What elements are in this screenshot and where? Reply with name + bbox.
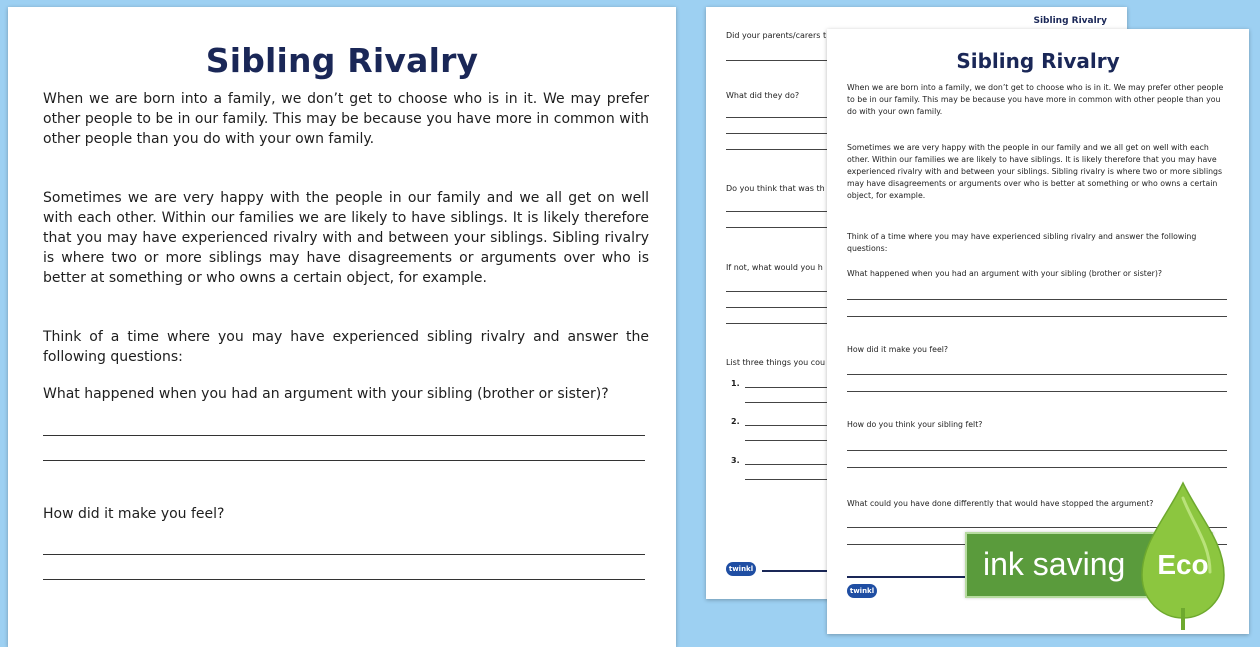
page-header: Sibling Rivalry <box>1033 16 1107 26</box>
question-sibling-felt: How do you think your sibling felt? <box>847 420 983 429</box>
twinkl-logo: twinkl <box>847 584 877 598</box>
question-feel: How did it make you feel? <box>43 506 225 522</box>
answer-line <box>43 435 645 436</box>
answer-line <box>847 450 1227 451</box>
twinkl-logo: twinkl <box>726 562 756 576</box>
ink-saving-label: ink saving <box>983 546 1126 582</box>
question-list-three: List three things you cou <box>726 358 826 367</box>
question-feel: How did it make you feel? <box>847 345 949 354</box>
list-number: 3. <box>731 456 740 465</box>
question-parents: Did your parents/carers t <box>726 31 827 40</box>
answer-line <box>847 467 1227 468</box>
footer-bar <box>762 570 832 572</box>
rivalry-paragraph: Sometimes we are very happy with the people in our family and we all get on well with each other. Within our families we are likely to have siblings. It is likely therefore that you may have experienced rivalry with and between your siblings. Sibling rivalry is where two or more siblings may have disagreements or arguments over who is better at something or who owns a certain object, for example. <box>43 190 649 286</box>
answer-line <box>847 299 1227 300</box>
page-title: Sibling Rivalry <box>956 49 1120 73</box>
instruction-paragraph: Think of a time where you may have experienced sibling rivalry and answer the following questions: <box>43 329 649 365</box>
question-differently: What could you have done differently that would have stopped the argument? <box>847 499 1154 508</box>
answer-line <box>43 579 645 580</box>
list-number: 2. <box>731 417 740 426</box>
eco-label: Eco <box>1157 549 1209 580</box>
instruction-paragraph: Think of a time where you may have experienced sibling rivalry and answer the following questions: <box>847 232 1197 253</box>
question-argument: What happened when you had an argument with your sibling (brother or sister)? <box>847 269 1163 278</box>
answer-line <box>847 391 1227 392</box>
footer-bar <box>847 576 967 578</box>
intro-paragraph: When we are born into a family, we don’t get to choose who is in it. We may prefer other people to be in our family. This may be because you have more in common with other people than you do with your own family. <box>43 91 649 147</box>
eco-leaf-icon <box>1138 480 1228 630</box>
question-was-it-right: Do you think that was th <box>726 184 825 193</box>
answer-line <box>847 374 1227 375</box>
page-title: Sibling Rivalry <box>205 41 479 80</box>
answer-line <box>43 460 645 461</box>
worksheet-page-main <box>8 7 676 647</box>
answer-line <box>847 316 1227 317</box>
answer-line <box>43 554 645 555</box>
rivalry-paragraph: Sometimes we are very happy with the people in our family and we all get on well with each other. Within our families we are likely to have siblings. It is likely therefore that you may have experienced rivalry with and between your siblings. Sibling rivalry is where two or more siblings may have disagreements or arguments over who is better at something or who owns a certain object, for example. <box>847 143 1223 200</box>
question-what-would-you: If not, what would you h <box>726 263 823 272</box>
list-number: 1. <box>731 379 740 388</box>
question-argument: What happened when you had an argument with your sibling (brother or sister)? <box>43 386 609 402</box>
question-what-did-they-do: What did they do? <box>726 91 800 100</box>
intro-paragraph: When we are born into a family, we don’t get to choose who is in it. We may prefer other people to be in our family. This may be because you have more in common with other people than you do with your own family. <box>847 83 1224 116</box>
